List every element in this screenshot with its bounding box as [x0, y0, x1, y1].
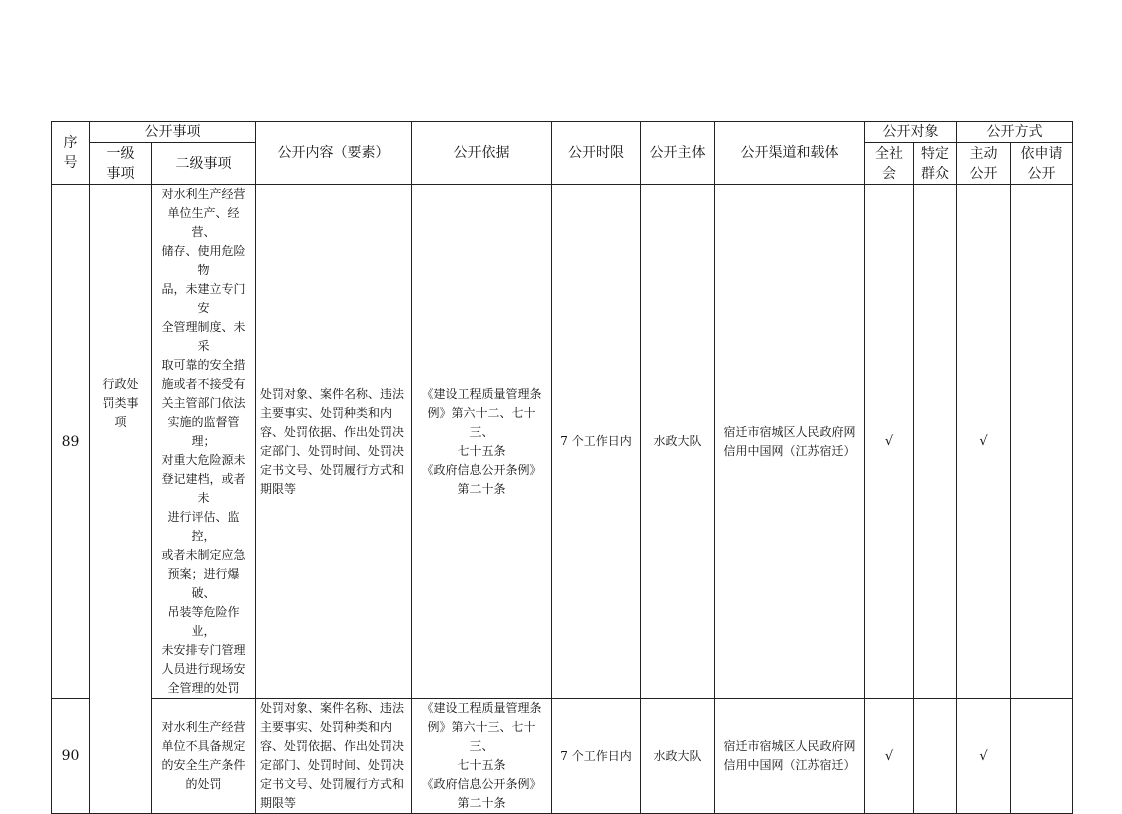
table-row — [52, 185, 1073, 699]
row-specific-group-check — [914, 185, 957, 699]
row-channel: 宿迁市宿城区人民政府网 信用中国网（江苏宿迁） — [715, 185, 865, 699]
header-level1: 一级 事项 — [90, 143, 152, 185]
header-all-society: 全社 会 — [865, 143, 914, 185]
row-on-request-check — [1011, 185, 1073, 699]
header-specific-group: 特定 群众 — [914, 143, 957, 185]
row-time-limit: 7 个工作日内 — [552, 699, 641, 814]
header-time-limit: 公开时限 — [552, 122, 641, 185]
row-subject: 水政大队 — [641, 185, 715, 699]
row-time-limit: 7 个工作日内 — [552, 185, 641, 699]
row-channel: 宿迁市宿城区人民政府网 信用中国网（江苏宿迁） — [715, 699, 865, 814]
header-method: 公开方式 — [957, 122, 1073, 143]
header-active: 主动 公开 — [957, 143, 1011, 185]
row-level2: 对水利生产经营 单位生产、经营、 储存、使用危险物 品，未建立专门安 全管理制度、未采 取可靠的安全措 施或者不接受有 关主管部门依法 实施的监督管理； 对重大危险源未 登记建档，或者未 进行评估、监控， 或者未制定应急 预案；进行爆破、 吊装等危险作业， 未安排专门管理 人员进行现场安 全管理的处罚 — [152, 185, 256, 699]
row-content: 处罚对象、案件名称、违法 主要事实、处罚种类和内 容、处罚依据、作出处罚决 定部门、处罚时间、处罚决 定书文号、处罚履行方式和 期限等 — [256, 185, 412, 699]
row-specific-group-check — [914, 699, 957, 814]
row-subject: 水政大队 — [641, 699, 715, 814]
header-channel: 公开渠道和载体 — [715, 122, 865, 185]
header-subject: 公开主体 — [641, 122, 715, 185]
disclosure-table — [51, 121, 1073, 814]
row-on-request-check — [1011, 699, 1073, 814]
row-basis: 《建设工程质量管理条 例》第六十三、七十三、 七十五条 《政府信息公开条例》 第二十条 — [412, 699, 552, 814]
header-basis: 公开依据 — [412, 122, 552, 185]
row-all-society-check: √ — [865, 185, 914, 699]
header-open-items: 公开事项 — [90, 122, 256, 143]
row-level1: 行政处 罚类事 项 — [90, 185, 152, 814]
header-on-request: 依申请 公开 — [1011, 143, 1073, 185]
row-all-society-check: √ — [865, 699, 914, 814]
header-row-1 — [52, 122, 1073, 143]
table-row — [52, 699, 1073, 814]
header-audience: 公开对象 — [865, 122, 957, 143]
row-basis: 《建设工程质量管理条 例》第六十二、七十三、 七十五条 《政府信息公开条例》 第二十条 — [412, 185, 552, 699]
row-active-check: √ — [957, 185, 1011, 699]
row-active-check: √ — [957, 699, 1011, 814]
row-seq: 89 — [52, 185, 90, 699]
header-seq: 序 号 — [52, 122, 90, 185]
row-content: 处罚对象、案件名称、违法 主要事实、处罚种类和内 容、处罚依据、作出处罚决 定部门、处罚时间、处罚决 定书文号、处罚履行方式和 期限等 — [256, 699, 412, 814]
row-seq: 90 — [52, 699, 90, 814]
header-level2: 二级事项 — [152, 143, 256, 185]
row-level2: 对水利生产经营 单位不具备规定 的安全生产条件 的处罚 — [152, 699, 256, 814]
header-content: 公开内容（要素） — [256, 122, 412, 185]
